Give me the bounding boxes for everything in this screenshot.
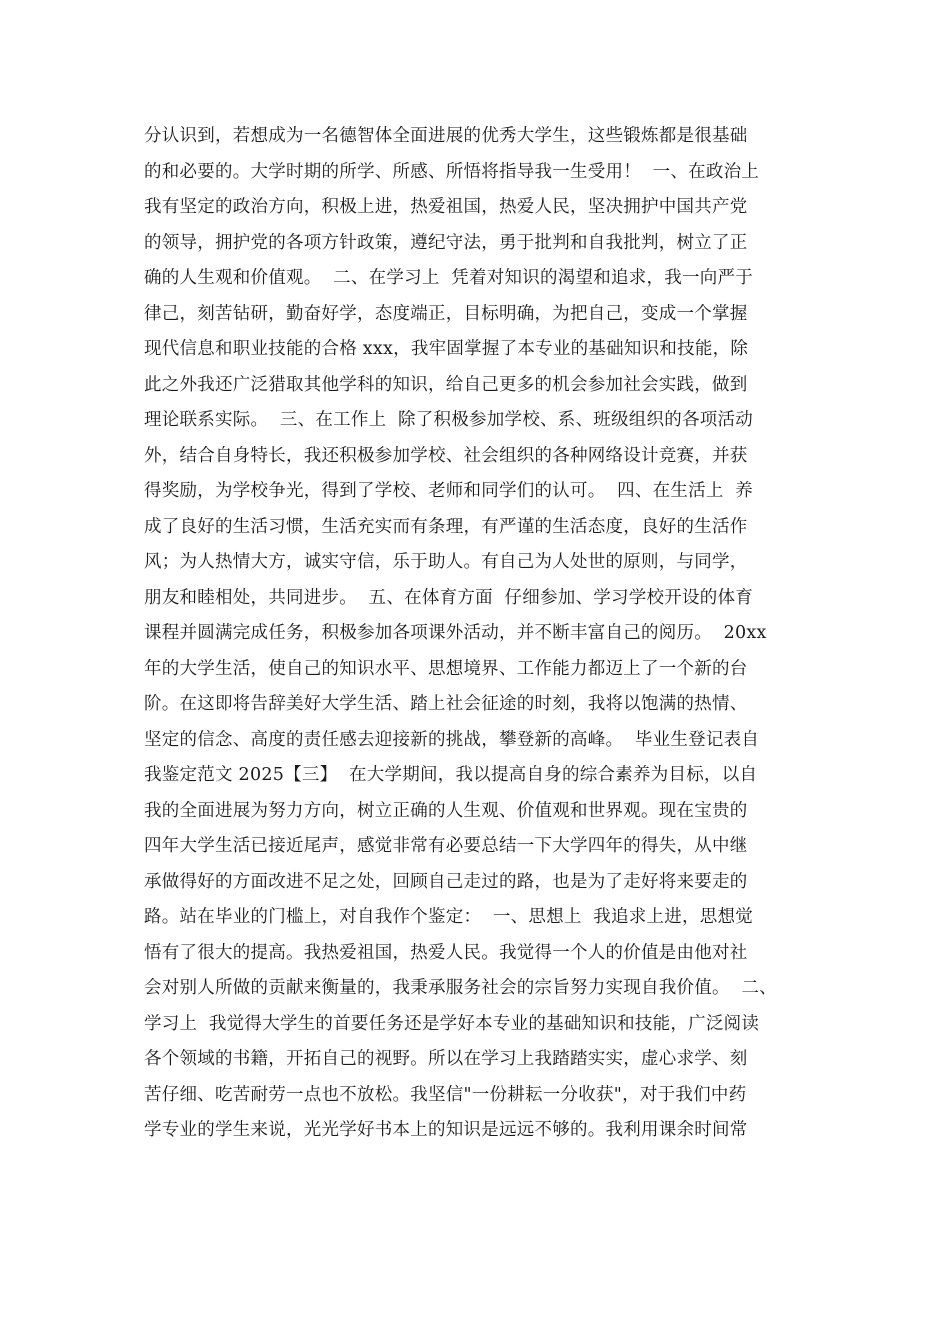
text-line: 我有坚定的政治方向，积极上进，热爱祖国，热爱人民，坚决拥护中国共产党 (144, 197, 748, 217)
text-line: 现代信息和职业技能的合格 xxx，我牢固掌握了本专业的基础知识和技能，除 (144, 339, 749, 359)
text-line: 此之外我还广泛猎取其他学科的知识，给自己更多的机会参加社会实践，做到 (144, 374, 748, 395)
text-line: 我的全面进展为努力方向，树立正确的人生观、价值观和世界观。现在宝贵的 (144, 800, 748, 821)
text-line: 学习上 我觉得大学生的首要任务还是学好本专业的基础知识和技能，广泛阅读 (144, 1013, 760, 1034)
text-line: 四年大学生活已接近尾声，感觉非常有必要总结一下大学四年的得失，从中继 (144, 836, 748, 856)
text-line: 律己，刻苦钻研，勤奋好学，态度端正，目标明确，为把自己，变成一个掌握 (144, 303, 748, 324)
text-line: 的领导，拥护党的各项方针政策，遵纪守法，勇于批判和自我批判，树立了正 (144, 232, 748, 253)
text-line: 理论联系实际。 三、在工作上 除了积极参加学校、系、班级组织的各项活动 (144, 410, 753, 430)
text-line: 外，结合自身特长，我还积极参加学校、社会组织的各种网络设计竞赛，并获 (144, 445, 748, 466)
text-line: 确的人生观和价值观。 二、在学习上 凭着对知识的渴望和追求，我一向严于 (144, 268, 753, 288)
text-line: 各个领域的书籍，开拓自己的视野。所以在学习上我踏踏实实，虚心求学、刻 (144, 1049, 748, 1069)
text-line: 路。站在毕业的门槛上，对自我作个鉴定： 一、思想上 我追求上进，思想觉 (144, 907, 753, 927)
text-line: 阶。在这即将告辞美好大学生活、踏上社会征途的时刻，我将以饱满的热情、 (144, 694, 748, 714)
text-line: 会对别人所做的贡献来衡量的，我秉承服务社会的宗旨努力实现自我价值。 二、 (144, 978, 777, 998)
text-line: 课程并圆满完成任务，积极参加各项课外活动，并不断丰富自己的阅历。 20xx (144, 623, 767, 643)
text-line: 分认识到，若想成为一名德智体全面进展的优秀大学生，这些锻炼都是很基础 (144, 126, 748, 146)
text-line: 学专业的学生来说，光光学好书本上的知识是远远不够的。我利用课余时间常 (144, 1120, 748, 1140)
body-text (144, 119, 814, 1149)
text-line: 得奖励，为学校争光，得到了学校、老师和同学们的认可。 四、在生活上 养 (144, 481, 753, 501)
text-line: 的和必要的。大学时期的所学、所感、所悟将指导我一生受用！ 一、在政治上 (144, 161, 760, 182)
text-line: 我鉴定范文 2025【三】 在大学期间，我以提高自身的综合素养为目标，以自 (144, 765, 758, 785)
text-line: 悟有了很大的提高。我热爱祖国，热爱人民。我觉得一个人的价值是由他对社 (144, 942, 748, 963)
text-line: 风；为人热情大方，诚实守信，乐于助人。有自己为人处世的原则，与同学， (144, 552, 748, 572)
text-line: 成了良好的生活习惯，生活充实而有条理，有严谨的生活态度，良好的生活作 (144, 516, 748, 537)
text-line: 承做得好的方面改进不足之处，回顾自己走过的路，也是为了走好将来要走的 (144, 871, 748, 892)
text-line: 坚定的信念、高度的责任感去迎接新的挑战，攀登新的高峰。 毕业生登记表自 (144, 729, 760, 750)
text-line: 朋友和睦相处，共同进步。 五、在体育方面 仔细参加、学习学校开设的体育 (144, 587, 753, 608)
text-line: 苦仔细、吃苦耐劳一点也不放松。我坚信"一份耕耘一分收获"，对于我们中药 (144, 1084, 747, 1105)
text-line: 年的大学生活，使自己的知识水平、思想境界、工作能力都迈上了一个新的台 (144, 658, 748, 679)
